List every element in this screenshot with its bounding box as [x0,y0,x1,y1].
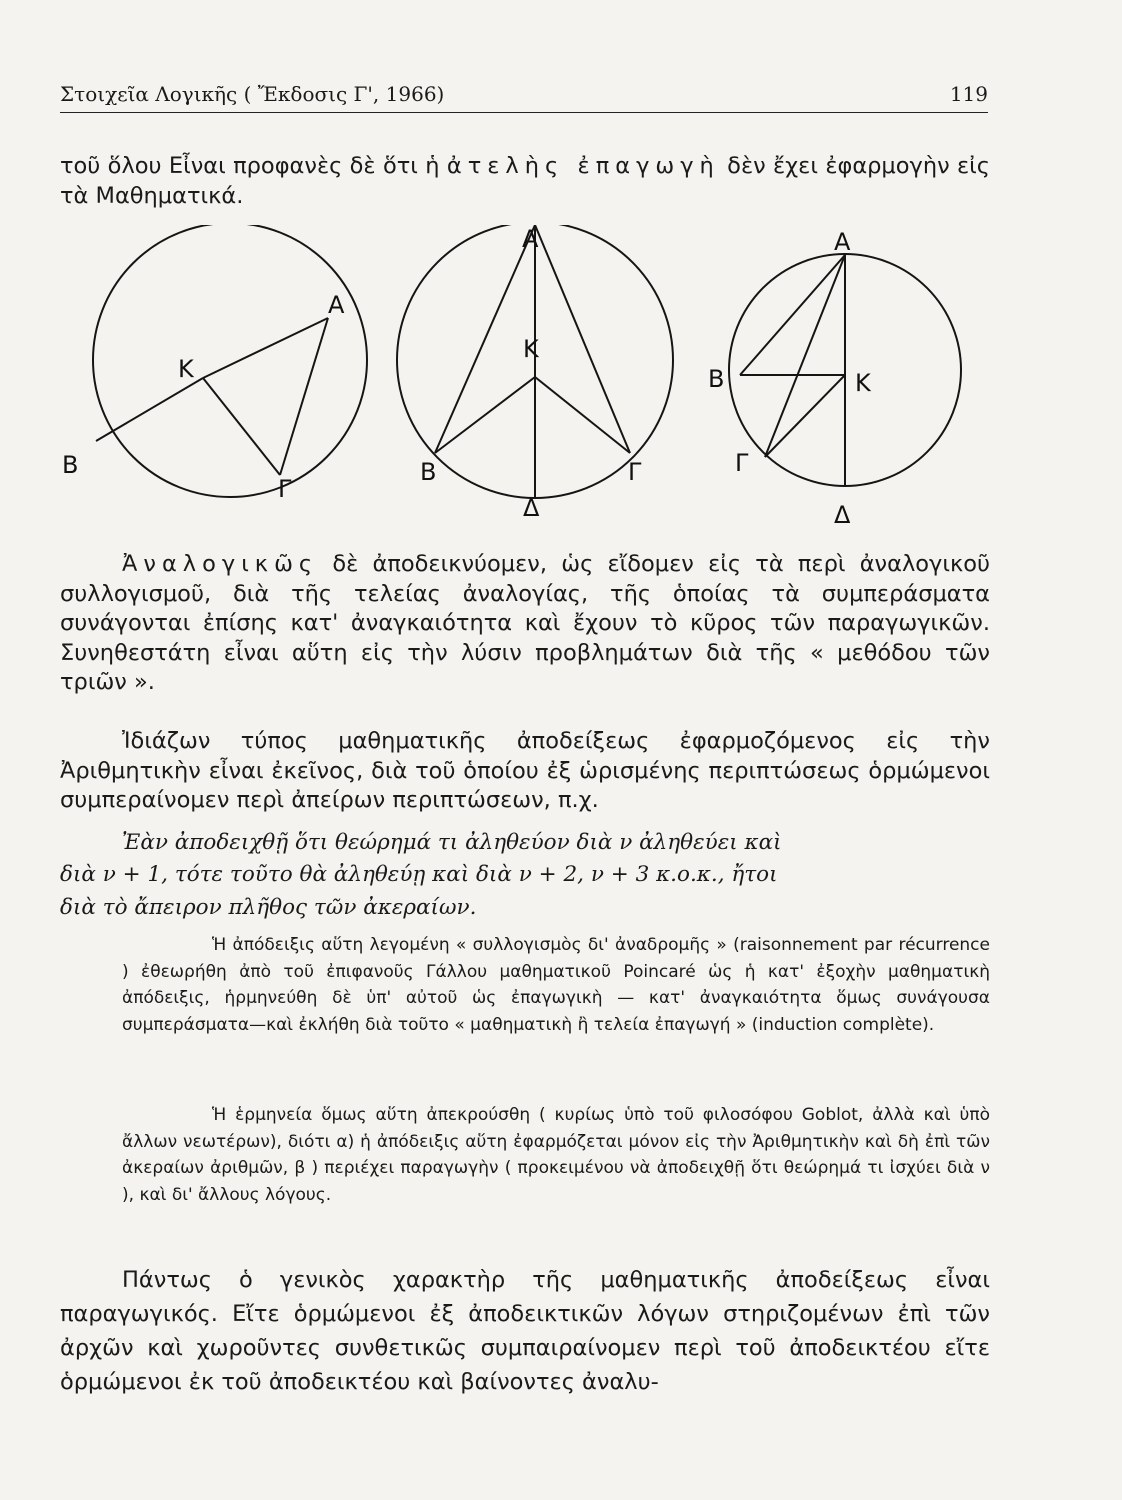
final-paragraph: Πάντως ὁ γενικὸς χαρακτὴρ τῆς μαθηματικῆς ἀποδείξεως εἶναι παραγωγικός. Εἴτε ὁρμώμενοι ἐξ ἀποδεικτικῶν λόγων στηριζομένων ἐπὶ τῶν ἀρχῶν καὶ χωροῦντες συνθετικῶς συμπαιραίνομεν περὶ τοῦ ἀποδεικτέου εἴτε ὁρμώμενοι ἐκ τοῦ ἀποδεικτέου καὶ βαίνοντες ἀναλυ- [60,1267,990,1395]
fig2-label-g: Γ [628,458,642,486]
figure-3 [729,254,961,487]
example-line-3: διὰ τὸ ἄπειρον πλῆθος τῶν ἀκεραίων. [60,895,477,920]
example-line-2: διὰ ν + 1, τότε τοῦτο θὰ ἀληθεύῃ καὶ διὰ ν + 2, ν + 3 κ.ο.κ., ἤτοι [60,862,778,887]
fig2-label-d: Δ [523,494,540,522]
fig2-label-b: Β [420,458,437,486]
geometry-figures [60,225,1000,530]
fig1-label-b: Β [62,451,79,479]
intro-paragraph [60,152,990,211]
fig2-label-a: Α [522,225,539,253]
fig3-label-a: Α [834,228,851,256]
analogical-text: δὲ ἀποδεικνύομεν, ὡς εἴδομεν εἰς τὰ περὶ ἀναλογικοῦ συλλογισμοῦ, διὰ τῆς τελείας ἀναλογίας, τῆς ὁποίας τὰ συμπεράσματα συνάγονται ἐπίσης κατ' ἀναγκαιότητα καὶ ἔχουν τὸ κῦρος τῶν παραγωγικῶν. Συνηθεστάτη εἶναι αὕτη εἰς τὴν λύσιν προβλημάτων διὰ τῆς « μεθόδου τῶν τριῶν ». [60,551,991,695]
fig1-label-a: Α [328,291,345,319]
special-method-paragraph: Ἰδιάζων τύπος μαθηματικῆς ἀποδείξεως ἐφαρμοζόμενος εἰς τὴν Ἀριθμητικὴν εἶναι ἐκεῖνος, διὰ τοῦ ὁποίου ἐξ ὡρισμένης περιπτώσεως ὁρμώμενοι συμπεραίνομεν περὶ ἀπείρων περιπτώσεων, π.χ. [60,728,990,813]
fig3-label-k: Κ [855,369,871,397]
note-poincare: Ἡ ἀπόδειξις αὕτη λεγομένη « συλλογισμὸς δι' ἀναδρομῆς » (raisonnement par récurrence ) ἐθεωρήθη ἀπὸ τοῦ ἐπιφανοῦς Γάλλου μαθηματικοῦ Poincaré ὡς ἡ κατ' ἐξοχὴν μαθηματικὴ ἀπόδειξις, ἡρμηνεύθη δὲ ὑπ' αὐτοῦ ὡς ἐπαγωγικὴ — κατ' ἀναγκαιότητα ὅμως συνάγουσα συμπεράσματα—καὶ ἐκλήθη διὰ τοῦτο « μαθηματικὴ ἢ τελεία ἐπαγωγή » (induction complète). [122,935,990,1035]
fig3-label-b: Β [708,365,725,393]
fig1-label-k: Κ [178,355,194,383]
fig2-label-k: Κ [523,335,539,363]
header-title: Στοιχεῖα Λογικῆς ( Ἔκδοσις Γ', 1966) [60,82,445,106]
intro-term: ἀτελὴς ἐπαγωγὴ [446,153,720,179]
note-goblot: Ἡ ἑρμηνεία ὅμως αὕτη ἀπεκρούσθη ( κυρίως ὑπὸ τοῦ φιλοσόφου Goblot, ἀλλὰ καὶ ὑπὸ ἄλλων νεωτέρων), διότι α) ἡ ἀπόδειξις αὕτη ἐφαρμόζεται μόνον εἰς τὴν Ἀριθμητικὴν καὶ δὴ ἐπὶ τῶν ἀκεραίων ἀριθμῶν, β ) περιέχει παραγωγὴν ( προκειμένου νὰ ἀποδειχθῇ ὅτι θεώρημά τι ἰσχύει διὰ ν ), καὶ δι' ἄλλους λόγους. [122,1105,990,1205]
page-number: 119 [949,82,988,106]
analogical-paragraph [60,550,990,698]
intro-tail: δὲν ἔχει ἐφαρμογὴν εἰς τὰ Μαθηματικά. [60,153,990,209]
running-header [60,78,988,113]
intro-text: τοῦ ὅλου Εἶναι προφανὲς δὲ ὅτι ἡ [60,153,440,179]
analogical-term: Ἀναλογικῶς [122,551,319,577]
fig1-label-g: Γ [278,475,292,503]
figure-1 [93,225,367,497]
fig3-label-g: Γ [735,449,749,477]
fig3-label-d: Δ [834,501,851,529]
example-line-1: Ἐὰν ἀποδειχθῇ ὅτι θεώρημά τι ἀληθεύον διὰ ν ἀληθεύει καὶ [122,830,782,855]
